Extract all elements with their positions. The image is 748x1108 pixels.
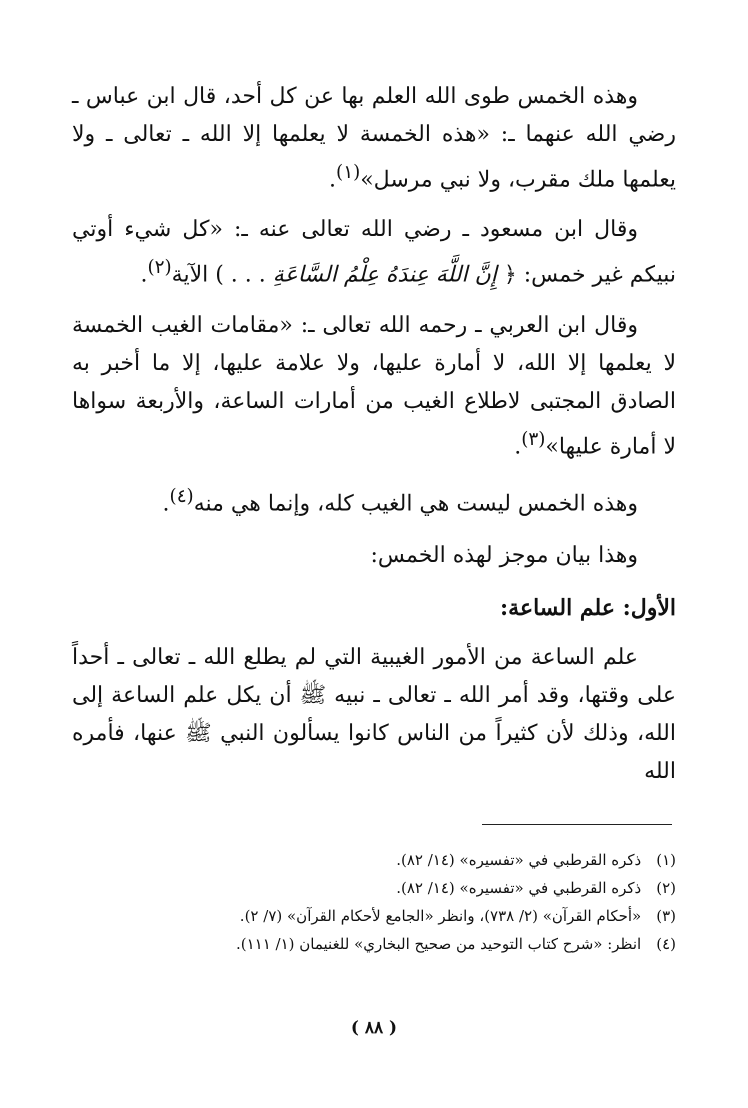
- main-text: [72, 78, 676, 803]
- footnote-3: [72, 902, 676, 930]
- verse-close: . . . ) الآية: [171, 262, 266, 288]
- paragraph-text: وهذه الخمس طوى الله العلم بها عن كل أحد، قال ابن عباس ـ رضي الله عنهما ـ: «هذه الخمسة لا يعلمها إلا الله ـ تعالى ـ ولا يعلمها ملك مقرب، ولا نبي مرسل»: [72, 84, 676, 193]
- sentence-end: .: [162, 491, 170, 517]
- footnote-text: ذكره القرطبي في «تفسيره» (١٤/ ٨٢).: [396, 851, 642, 869]
- sentence-end: .: [329, 167, 337, 193]
- paragraph-text: علم الساعة من الأمور الغيبية التي لم يطلع الله ـ تعالى ـ أحداً على وقتها، وقد أمر الله ـ تعالى ـ نبيه ﷺ أن يكل علم الساعة إلى الله، وذلك لأن كثيراً من الناس كانوا يسألون النبي ﷺ عنها، فأمره الله: [72, 645, 676, 785]
- paragraph-text: وقال ابن مسعود ـ رضي الله تعالى عنه ـ: «كل شيء أوتي نبيكم غير خمس: ﴿: [72, 217, 676, 288]
- page-number: ( ٨٨ ): [350, 1018, 398, 1038]
- paragraph-ibn-masud: [72, 211, 676, 294]
- footnotes: [72, 846, 676, 958]
- footnote-divider: [482, 824, 672, 825]
- paragraph-ibn-arabi: [72, 307, 676, 466]
- footnote-number: (٣): [656, 907, 676, 925]
- footnote-text: انظر: «شرح كتاب التوحيد من صحيح البخاري» للغنيمان (١/ ١١١).: [235, 935, 642, 953]
- sentence-end: .: [140, 262, 148, 288]
- paragraph-not-all-unseen: [72, 478, 676, 523]
- footnote-text: «أحكام القرآن» (٢/ ٧٣٨)، وانظر «الجامع لأحكام القرآن» (٧/ ٢).: [239, 907, 642, 925]
- footnote-number: (١): [656, 851, 676, 869]
- section-heading: الأول: علم الساعة:: [500, 595, 676, 622]
- footnote-ref-1: (١): [336, 162, 361, 183]
- footnote-text: ذكره القرطبي في «تفسيره» (١٤/ ٨٢).: [396, 879, 642, 897]
- footnote-ref-4: (٤): [169, 485, 194, 507]
- paragraph-text: وهذا بيان موجز لهذه الخمس:: [370, 543, 638, 569]
- paragraph-ibn-abbas: [72, 78, 676, 199]
- paragraph-text: وقال ابن العربي ـ رحمه الله تعالى ـ: «مقامات الغيب الخمسة لا يعلمها إلا الله، لا أمارة عليها، ولا علامة عليها، إلا ما أخبر به الصادق المجتبى لاطلاع الغيب من أمارات الساعة، والأربعة سواها لا أمارة عليها»: [72, 312, 676, 459]
- quran-verse: إِنَّ اللَّهَ عِندَهُ عِلْمُ السَّاعَةِ: [272, 262, 497, 288]
- footnote-number: (٤): [656, 935, 676, 953]
- paragraph-intro-list: [72, 537, 676, 575]
- footnote-number: (٢): [656, 879, 676, 897]
- footnote-4: [72, 930, 676, 958]
- footnote-2: [72, 874, 676, 902]
- paragraph-text: وهذه الخمس ليست هي الغيب كله، وإنما هي منه: [193, 491, 638, 517]
- footnote-ref-2: (٢): [147, 257, 172, 279]
- sentence-end: .: [514, 433, 522, 459]
- footnote-1: [72, 846, 676, 874]
- footnote-ref-3: (٣): [521, 428, 546, 450]
- paragraph-knowledge-of-hour: [72, 639, 676, 791]
